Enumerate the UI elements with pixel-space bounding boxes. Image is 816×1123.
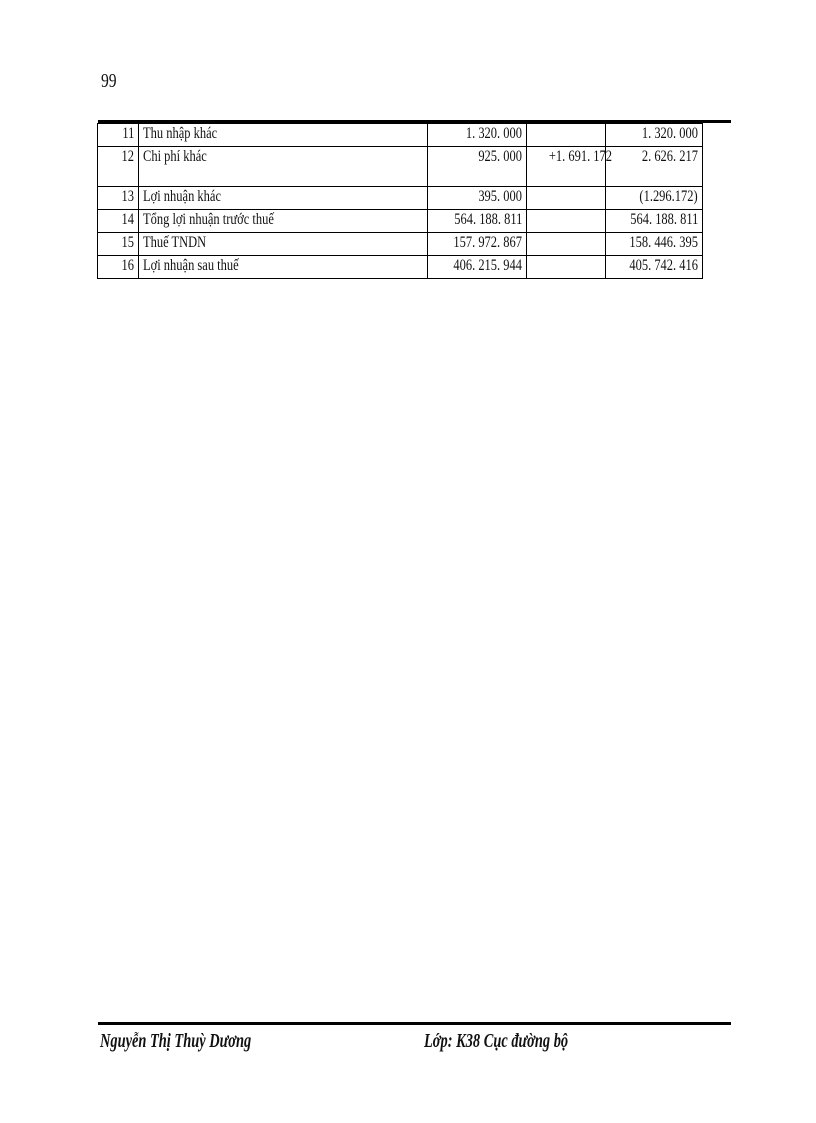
footer-rule bbox=[98, 1022, 731, 1025]
row-item-name-cell: Thuế TNDN bbox=[139, 233, 428, 256]
row-value2-cell: (1.296.172) bbox=[605, 187, 702, 210]
row-value1-cell: 564. 188. 811 bbox=[428, 210, 527, 233]
footer-class-label: Lớp: K38 Cục đường bộ bbox=[424, 1030, 569, 1052]
row-value1-cell: 925. 000 bbox=[428, 147, 527, 187]
financial-table-container bbox=[97, 123, 703, 279]
table-row bbox=[98, 124, 703, 147]
row-adjustment-cell bbox=[527, 124, 605, 147]
row-adjustment-cell bbox=[527, 233, 605, 256]
table-row bbox=[98, 147, 703, 187]
financial-table bbox=[97, 123, 703, 279]
row-value1-cell: 395. 000 bbox=[428, 187, 527, 210]
row-index-cell: 13 bbox=[98, 187, 139, 210]
row-index-cell: 12 bbox=[98, 147, 139, 187]
row-index-cell: 11 bbox=[98, 124, 139, 147]
row-value2-cell: 564. 188. 811 bbox=[605, 210, 702, 233]
table-row bbox=[98, 210, 703, 233]
row-value2-cell: 1. 320. 000 bbox=[605, 124, 702, 147]
row-value2-cell: 405. 742. 416 bbox=[605, 256, 702, 279]
row-adjustment-cell: +1. 691. 172 bbox=[527, 147, 605, 187]
page-number: 99 bbox=[101, 70, 117, 92]
table-row bbox=[98, 187, 703, 210]
table-row bbox=[98, 256, 703, 279]
row-index-cell: 16 bbox=[98, 256, 139, 279]
row-item-name-cell: Tổng lợi nhuận trước thuế bbox=[139, 210, 428, 233]
row-index-cell: 15 bbox=[98, 233, 139, 256]
row-item-name-cell: Thu nhập khác bbox=[139, 124, 428, 147]
row-index-cell: 14 bbox=[98, 210, 139, 233]
row-adjustment-cell bbox=[527, 210, 605, 233]
table-row bbox=[98, 233, 703, 256]
row-value1-cell: 157. 972. 867 bbox=[428, 233, 527, 256]
row-adjustment-cell bbox=[527, 187, 605, 210]
row-adjustment-cell bbox=[527, 256, 605, 279]
row-item-name-cell: Lợi nhuận khác bbox=[139, 187, 428, 210]
row-value1-cell: 1. 320. 000 bbox=[428, 124, 527, 147]
footer-author: Nguyễn Thị Thuỳ Dương bbox=[100, 1030, 252, 1052]
row-item-name-cell: Chi phí khác bbox=[139, 147, 428, 187]
row-value1-cell: 406. 215. 944 bbox=[428, 256, 527, 279]
row-value2-cell: 158. 446. 395 bbox=[605, 233, 702, 256]
row-value2-cell: 2. 626. 217 bbox=[605, 147, 702, 187]
row-item-name-cell: Lợi nhuận sau thuế bbox=[139, 256, 428, 279]
